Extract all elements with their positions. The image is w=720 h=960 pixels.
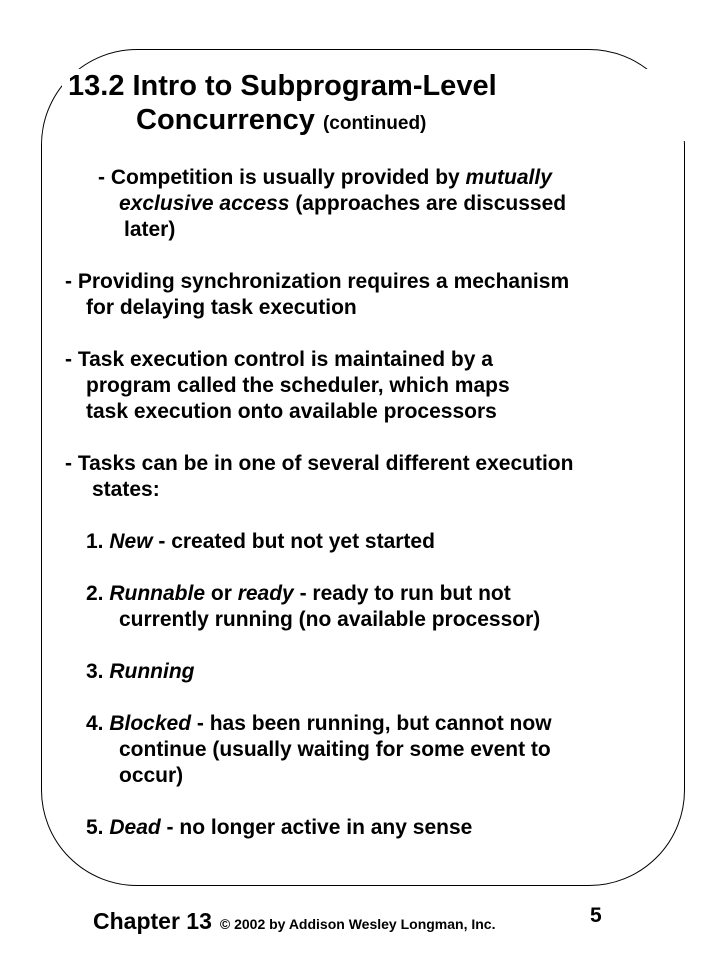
footer: [93, 908, 495, 935]
title-main: Concurrency: [136, 104, 315, 136]
body-line: program called the scheduler, which maps: [86, 374, 510, 397]
copyright-text: © 2002 by Addison Wesley Longman, Inc.: [219, 916, 496, 932]
body-line: exclusive access (approaches are discussed: [119, 192, 567, 215]
state-item: 1. New - created but not yet started: [86, 530, 435, 553]
body-line: task execution onto available processors: [86, 400, 497, 423]
body-line: - Competition is usually provided by mutually: [98, 166, 552, 189]
body-line: occur): [119, 764, 184, 787]
state-item: 5. Dead - no longer active in any sense: [86, 816, 473, 839]
body-line: later): [124, 218, 176, 241]
title-line-1: 13.2 Intro to Subprogram-Level: [68, 70, 497, 102]
page-number: 5: [590, 904, 602, 927]
body-line: states:: [92, 478, 160, 501]
state-item: 2. Runnable or ready - ready to run but not: [86, 582, 511, 605]
body-line: - Task execution control is maintained by a: [65, 348, 493, 371]
title-suffix: (continued): [322, 113, 427, 134]
body-line: - Providing synchronization requires a mechanism: [65, 270, 570, 293]
body-line: currently running (no available processor): [119, 608, 541, 631]
body-line: - Tasks can be in one of several different execution: [65, 452, 574, 475]
state-item: 4. Blocked - has been running, but cannot now: [86, 712, 552, 735]
state-item: 3. Running: [86, 660, 195, 683]
body-line: continue (usually waiting for some event to: [119, 738, 551, 761]
slide-title: [62, 69, 694, 141]
title-line-2: [68, 103, 688, 141]
body-line: for delaying task execution: [86, 296, 357, 319]
chapter-label: Chapter 13: [93, 908, 212, 934]
